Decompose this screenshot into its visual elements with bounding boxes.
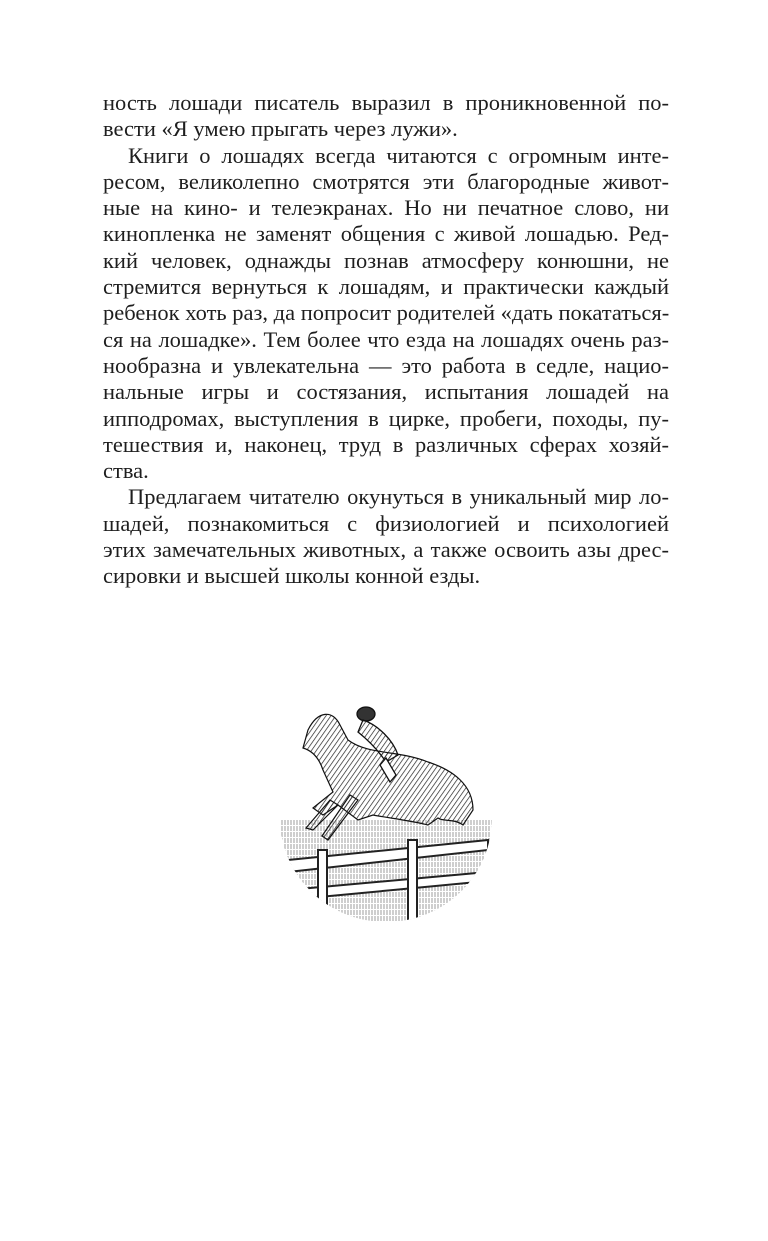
text-line: сировки и высшей школы конной езды.: [103, 563, 481, 589]
text-line: нальные игры и состязания, испытания лошадей на: [103, 379, 669, 405]
text-line: нообразна и увлекательна — это работа в седле, нацио-: [103, 352, 669, 378]
text-line: кий человек, однажды познав атмосферу конюшни, не: [103, 247, 669, 273]
text-line: ребенок хоть раз, да попросит родителей «дать покататься-: [103, 300, 670, 326]
text-line: ность лошади писатель выразил в проникновенной по-: [103, 90, 669, 115]
text-line: кинопленка не заменят общения с живой лошадью. Ред-: [103, 221, 669, 247]
text-line: Книги о лошадях всегда читаются с огромным инте-: [128, 142, 669, 168]
horse-jumping-illustration: [278, 700, 494, 922]
text-line: ипподромах, выступления в цирке, пробеги, походы, пу-: [103, 405, 669, 431]
text-line: ства.: [103, 458, 149, 484]
text-line: ресом, великолепно смотрятся эти благородные живот-: [103, 168, 669, 194]
text-line: стремится вернуться к лошадям, и практически каждый: [103, 274, 669, 300]
text-line: тешествия и, наконец, труд в различных сферах хозяй-: [103, 431, 669, 457]
body-text: [103, 90, 669, 590]
text-line: шадей, познакомиться с физиологией и психологией: [103, 510, 669, 536]
text-line: вести «Я умею прыгать через лужи».: [103, 116, 458, 142]
text-line: Предлагаем читателю окунуться в уникальный мир ло-: [128, 484, 669, 510]
text-line: ные на кино- и телеэкранах. Но ни печатное слово, ни: [103, 195, 669, 221]
text-line: этих замечательных животных, а также освоить азы дрес-: [103, 537, 669, 563]
text-line: ся на лошадке». Тем более что езда на лошадях очень раз-: [103, 326, 669, 352]
